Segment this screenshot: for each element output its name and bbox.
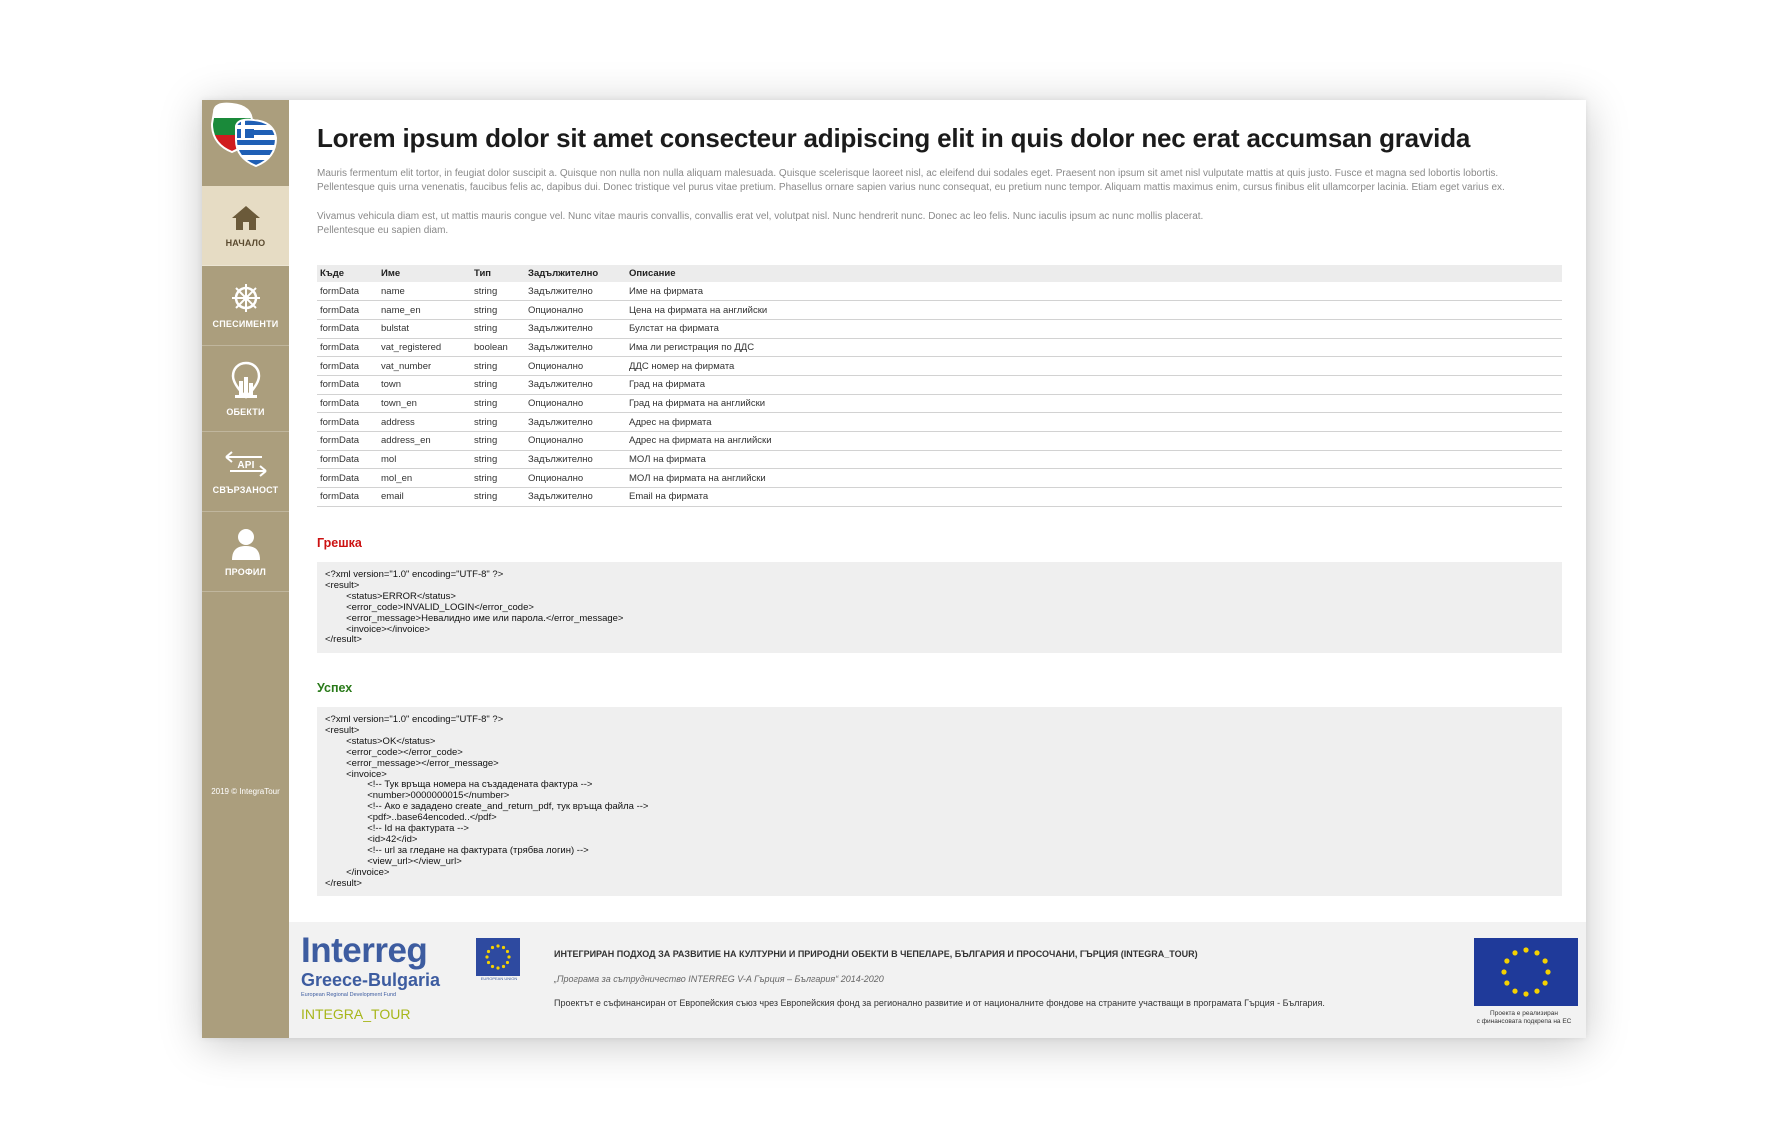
sidebar-item-label: ОБЕКТИ [226, 406, 265, 417]
table-cell: Email на фирмата [626, 488, 1562, 507]
eu-star [1523, 991, 1528, 996]
eu-star [491, 946, 494, 949]
eu-star [487, 950, 490, 953]
intro-line: Vivamus vehicula diam est, ut mattis mauris congue vel. Nunc vitae mauris convallis, convallis erat vel, volutpat nisl. Nunc hendrerit nunc. Donec ac leo felis. Nunc iaculis ipsum ac nunc mollis placerat. [317, 211, 1204, 222]
eu-star [506, 961, 509, 964]
parameters-table [317, 265, 1562, 507]
table-cell: Има ли регистрация по ДДС [626, 338, 1562, 357]
column-header: Тип [471, 265, 525, 282]
table-cell: string [471, 488, 525, 507]
interreg-fund: European Regional Development Fund [301, 992, 397, 998]
eu-star [1504, 958, 1509, 963]
flags-icon [202, 100, 289, 186]
table-cell: formData [317, 432, 378, 451]
sidebar-item-connectivity[interactable] [202, 432, 289, 512]
eu-star [496, 966, 499, 969]
table-cell: formData [317, 413, 378, 432]
table-row [317, 319, 1562, 338]
table-cell: Адрес на фирмата на английски [626, 432, 1562, 451]
eu-star [485, 955, 488, 958]
eu-star [1512, 950, 1517, 955]
table-cell: formData [317, 488, 378, 507]
eu-flag-small [476, 938, 520, 976]
eu-star [1523, 947, 1528, 952]
map-pin-icon [229, 361, 263, 401]
table-cell: vat_number [378, 357, 471, 376]
sidebar-item-label: СПЕСИМЕНТИ [212, 318, 279, 329]
table-cell: Опционално [525, 469, 626, 488]
table-row [317, 394, 1562, 413]
table-cell: Булстат на фирмата [626, 319, 1562, 338]
home-icon [230, 204, 262, 232]
sidebar-item-label: ПРОФИЛ [224, 566, 267, 577]
eu-star [496, 944, 499, 947]
table-row [317, 450, 1562, 469]
eu-star [1534, 989, 1539, 994]
interreg-wordmark: Interreg [301, 931, 428, 970]
table-cell: Адрес на фирмата [626, 413, 1562, 432]
table-cell: string [471, 301, 525, 320]
table-row [317, 338, 1562, 357]
interreg-subtitle: Greece-Bulgaria [301, 970, 441, 990]
table-cell: Опционално [525, 357, 626, 376]
success-section-title: Успех [317, 681, 353, 695]
table-cell: Опционално [525, 394, 626, 413]
eu-small-caption: EUROPEAN UNION [480, 976, 518, 981]
ship-wheel-icon [230, 283, 262, 313]
eu-star [502, 965, 505, 968]
table-cell: formData [317, 282, 378, 301]
table-cell: string [471, 394, 525, 413]
table-cell: Град на фирмата [626, 375, 1562, 394]
table-row [317, 282, 1562, 301]
table-cell: mol [378, 450, 471, 469]
table-cell: boolean [471, 338, 525, 357]
table-cell: Опционално [525, 301, 626, 320]
table-cell: formData [317, 338, 378, 357]
sidebar-item-home[interactable] [202, 186, 289, 266]
table-cell: Задължително [525, 338, 626, 357]
table-cell: vat_registered [378, 338, 471, 357]
table-cell: formData [317, 319, 378, 338]
eu-star [1543, 958, 1548, 963]
eu-star [1545, 969, 1550, 974]
api-icon [222, 449, 270, 479]
sidebar-item-specimens[interactable] [202, 266, 289, 346]
table-cell: Задължително [525, 488, 626, 507]
table-cell: town_en [378, 394, 471, 413]
sidebar-item-profile[interactable] [202, 512, 289, 592]
table-cell: formData [317, 394, 378, 413]
table-cell: Цена на фирмата на английски [626, 301, 1562, 320]
table-cell: formData [317, 301, 378, 320]
table-cell: Задължително [525, 413, 626, 432]
column-header: Задължително [525, 265, 626, 282]
table-cell: email [378, 488, 471, 507]
error-response-code: <?xml version="1.0" encoding="UTF-8" ?> <result> <status>ERROR</status> <error_code>INVALID_LOGIN</error_code> <error_message>Невалидно име или парола.</error_message> <invoice></invoice> </result> [317, 562, 1562, 653]
svg-text:API: API [236, 459, 255, 471]
footer [289, 922, 1586, 1038]
eu-caption-line: Проекта е реализиран [1490, 1010, 1558, 1017]
eu-star [491, 965, 494, 968]
table-cell: formData [317, 469, 378, 488]
table-cell: Град на фирмата на английски [626, 394, 1562, 413]
eu-star [1501, 969, 1506, 974]
intro-line: Pellentesque quis urna venenatis, faucibus felis ac, dapibus dui. Donec tristique vel purus vitae pretium. Phasellus ornare sapien varius nunc consequat, eu pretium nunc tempor. Aliquam mattis maximus enim, cursus finibus elit ullamcorper lacinia. Etiam eget varius ex. [317, 182, 1505, 193]
table-cell: string [471, 357, 525, 376]
project-heading: ИНТЕГРИРАН ПОДХОД ЗА РАЗВИТИЕ НА КУЛТУРНИ И ПРИРОДНИ ОБЕКТИ В ЧЕПЕЛАРЕ, БЪЛГАРИЯ И ПРОСОЧАНИ, ГЪРЦИЯ (INTEGRA_TOUR) [554, 949, 1198, 959]
table-header-row [317, 265, 1562, 282]
eu-star [1504, 980, 1509, 985]
table-cell: Име на фирмата [626, 282, 1562, 301]
eu-star [502, 946, 505, 949]
table-row [317, 301, 1562, 320]
eu-star [507, 955, 510, 958]
table-cell: ДДС номер на фирмата [626, 357, 1562, 376]
table-cell: string [471, 319, 525, 338]
table-cell: mol_en [378, 469, 471, 488]
table-cell: Задължително [525, 319, 626, 338]
table-cell: МОЛ на фирмата на английски [626, 469, 1562, 488]
eu-caption [1459, 1010, 1586, 1025]
eu-star [1543, 980, 1548, 985]
table-cell: bulstat [378, 319, 471, 338]
intro-line: Mauris fermentum elit tortor, in feugiat dolor suscipit a. Quisque non nulla non nulla aliquam malesuada. Quisque scelerisque laoreet nisl, ac eleifend dui sodales eget. Praesent non ipsum sit amet nisl vulputate mattis at quis justo. Fusce et magna sed lobortis lobortis. [317, 168, 1499, 179]
table-row [317, 488, 1562, 507]
eu-star [1534, 950, 1539, 955]
table-cell: address_en [378, 432, 471, 451]
sidebar-item-objects[interactable] [202, 346, 289, 432]
table-cell: name_en [378, 301, 471, 320]
eu-star [1512, 989, 1517, 994]
table-cell: Задължително [525, 450, 626, 469]
sidebar [202, 100, 289, 1038]
eu-stars-icon [478, 940, 518, 974]
table-cell: МОЛ на фирмата [626, 450, 1562, 469]
eu-star [506, 950, 509, 953]
table-cell: string [471, 375, 525, 394]
table-cell: string [471, 282, 525, 301]
table-cell: string [471, 469, 525, 488]
language-flags[interactable] [202, 100, 289, 186]
table-cell: formData [317, 450, 378, 469]
sidebar-item-label: СВЪРЗАНОСТ [212, 484, 279, 495]
table-row [317, 413, 1562, 432]
table-cell: formData [317, 375, 378, 394]
app-window [202, 100, 1586, 1038]
table-cell: string [471, 432, 525, 451]
sidebar-item-label: НАЧАЛО [225, 237, 266, 248]
eu-star [487, 961, 490, 964]
eu-flag [1474, 938, 1578, 1006]
table-cell: name [378, 282, 471, 301]
table-row [317, 432, 1562, 451]
table-cell: address [378, 413, 471, 432]
column-header: Описание [626, 265, 1562, 282]
interreg-logo [301, 932, 440, 1022]
funding-note: Проектът е съфинансиран от Европейския съюз чрез Европейския фонд за регионално развитие и от националните фондове на страните участващи в програмата Гърция - България. [554, 998, 1325, 1008]
programme-name: „Програма за сътрудничество INTERREG V-A Гърция – България“ 2014-2020 [554, 974, 884, 984]
success-response-code: <?xml version="1.0" encoding="UTF-8" ?> <result> <status>OK</status> <error_code></error_code> <error_message></error_message> <invoice> <!-- Тук връща номера на създадената фактура --> <number>0000000015</number> <!-- Ако е зададено create_and_return_pdf, тук връща файла --> <pdf>..base64encoded..</pdf> <!-- Id на фактурата --> <id>42</id> <!-- url за гледане на фактурата (трябва логин) --> <view_url></view_url> </invoice> </result> [317, 707, 1562, 896]
table-row [317, 375, 1562, 394]
project-name: INTEGRA_TOUR [301, 1006, 411, 1022]
table-cell: string [471, 413, 525, 432]
table-row [317, 469, 1562, 488]
user-icon [231, 527, 261, 561]
table-cell: Задължително [525, 282, 626, 301]
intro-line: Pellentesque eu sapien diam. [317, 225, 449, 236]
table-cell: formData [317, 357, 378, 376]
table-cell: Опционално [525, 432, 626, 451]
table-cell: Задължително [525, 375, 626, 394]
error-section-title: Грешка [317, 536, 362, 550]
copyright: 2019 © IntegraTour [211, 787, 280, 796]
eu-stars-icon [1474, 938, 1578, 1006]
column-header: Къде [317, 265, 378, 282]
table-cell: town [378, 375, 471, 394]
table-cell: string [471, 450, 525, 469]
table-row [317, 357, 1562, 376]
page-title: Lorem ipsum dolor sit amet consecteur adipiscing elit in quis dolor nec erat accumsan gravida [317, 123, 1471, 153]
eu-caption-line: с финансовата подкрепа на ЕС [1476, 1017, 1572, 1025]
column-header: Име [378, 265, 471, 282]
